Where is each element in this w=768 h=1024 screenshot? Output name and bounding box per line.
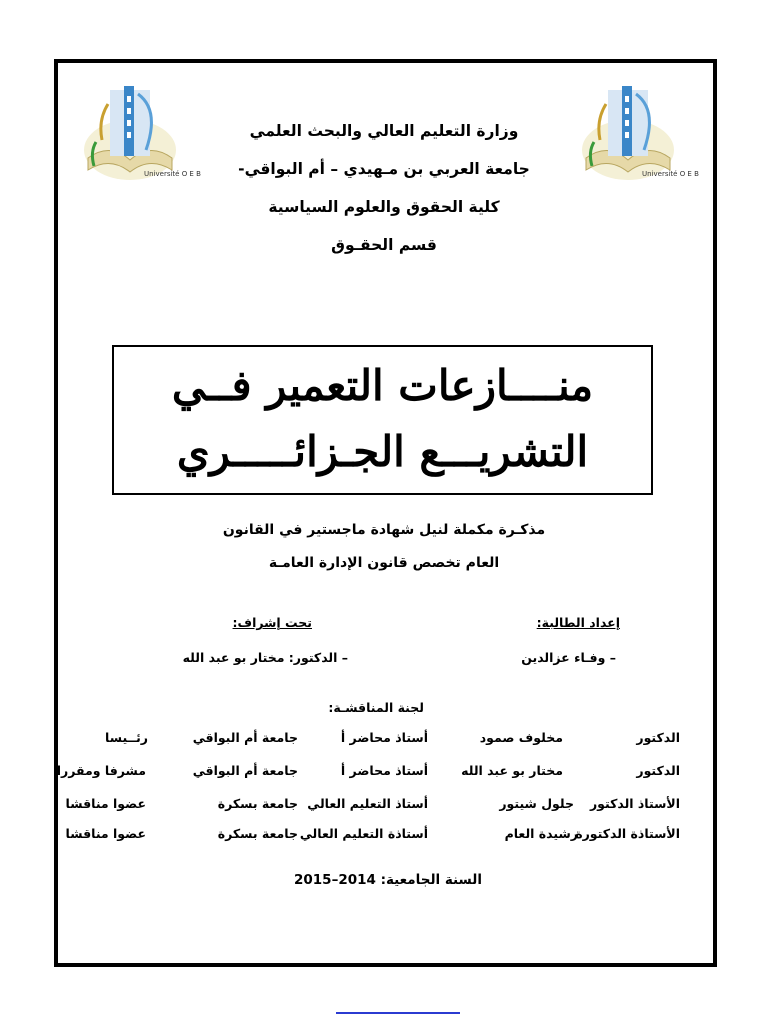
university-logo-right [578,80,699,190]
supervision-label: تحت إشراف: [232,615,312,630]
committee-role: عضوا مناقشا [65,826,146,841]
committee-name: جلول شيتور [499,796,574,811]
committee-rank: أستاذ التعليم العالي [307,796,428,811]
committee-title: الدكتور [636,763,680,778]
committee-row [0,730,768,750]
committee-role: رئــيسا [105,730,148,745]
committee-rank: أستاذة التعليم العالي [299,826,428,841]
thesis-title-box [112,345,653,495]
bottom-link-underline[interactable] [336,1012,460,1014]
committee-role: مشرفا ومقررا [56,763,146,778]
committee-rank: أستاذ محاضر أ [340,763,428,778]
committee-label: لجنة المناقشـة: [328,700,424,715]
ministry-name: وزارة التعليم العالي والبحث العلمي [249,122,519,140]
committee-title: الدكتور [636,730,680,745]
committee-name: مخلوف صمود [479,730,563,745]
logo-text-right: Université O E B [642,170,699,178]
committee-university: جامعة أم البواقي [192,730,298,745]
committee-name: رشيدة العام [504,826,578,841]
supervisor-name: – الدكتور: مختار بو عبد الله [182,650,348,665]
prepared-by-label: إعداد الطالبة: [536,615,620,630]
committee-row [0,796,768,816]
academic-year: السنة الجامعية: 2014–2015 [293,872,482,888]
committee-university: جامعة أم البواقي [192,763,298,778]
thesis-description-line-2: العام تخصص قانون الإدارة العامـة [268,555,500,571]
committee-row [0,763,768,783]
university-name: جامعة العربي بن مـهيدي – أم البواقي- [238,160,530,178]
department-name: قسم الحقـوق [331,236,437,254]
thesis-title-line-1: منــــازعات التعمير فــي [171,361,594,410]
committee-name: مختار بو عبد الله [461,763,563,778]
faculty-name: كلية الحقوق والعلوم السياسية [268,198,500,216]
committee-title: الأستاذ الدكتور [589,796,680,811]
committee-university: جامعة بسكرة [217,796,298,811]
student-name: – وفـاء عزالدين [521,650,616,665]
committee-row [0,826,768,846]
thesis-description-line-1: مذكـرة مكملة لنيل شهادة ماجستير في القانون [222,522,546,538]
committee-rank: أستاذ محاضر أ [340,730,428,745]
logo-text-left: Université O E B [144,170,201,178]
university-logo-left [80,80,201,190]
committee-title: الأستاذة الدكتورة [575,826,680,841]
thesis-title-line-2: التشريـــع الجـزائـــــري [176,427,589,476]
committee-role: عضوا مناقشا [65,796,146,811]
committee-university: جامعة بسكرة [217,826,298,841]
